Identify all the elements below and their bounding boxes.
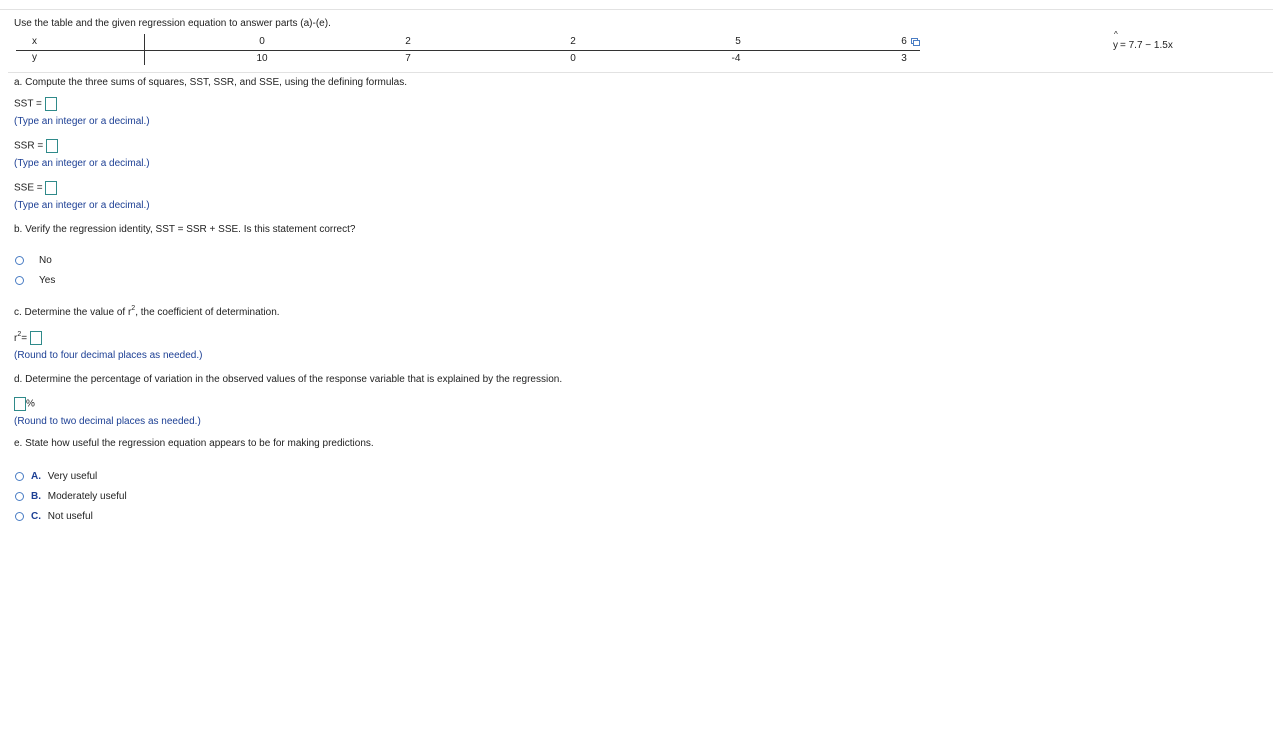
sse-hint: (Type an integer or a decimal.) bbox=[14, 200, 150, 211]
percent-row bbox=[14, 397, 35, 411]
option-yes-label[interactable]: Yes bbox=[39, 275, 56, 286]
sst-row bbox=[14, 97, 57, 111]
y-value: -4 bbox=[731, 53, 741, 64]
option-a[interactable] bbox=[31, 471, 97, 482]
part-c-superscript: 2 bbox=[131, 305, 136, 312]
r-squared-hint: (Round to four decimal places as needed.) bbox=[14, 350, 203, 361]
y-value: 10 bbox=[256, 53, 268, 64]
radio-no[interactable] bbox=[15, 256, 24, 265]
option-b[interactable] bbox=[31, 491, 127, 502]
equation-rhs: = 7.7 − 1.5x bbox=[1120, 40, 1173, 51]
x-value: 2 bbox=[405, 36, 411, 47]
part-c-question-suffix: , the coefficient of determination. bbox=[135, 307, 280, 318]
radio-yes[interactable] bbox=[15, 276, 24, 285]
sst-label: SST = bbox=[14, 98, 42, 110]
sse-input[interactable] bbox=[45, 181, 57, 195]
sse-label: SSE = bbox=[14, 182, 43, 194]
ssr-input[interactable] bbox=[46, 139, 58, 153]
ssr-label: SSR = bbox=[14, 140, 44, 152]
part-c-question bbox=[14, 305, 280, 318]
intro-text: Use the table and the given regression equation to answer parts (a)-(e). bbox=[14, 18, 331, 29]
radio-option-c[interactable] bbox=[15, 512, 24, 521]
x-value: 5 bbox=[735, 36, 741, 47]
sse-row bbox=[14, 181, 57, 195]
x-value: 0 bbox=[259, 36, 265, 47]
x-value: 2 bbox=[570, 36, 576, 47]
option-c-text: Not useful bbox=[47, 511, 93, 522]
sst-input[interactable] bbox=[45, 97, 57, 111]
copy-data-icon[interactable] bbox=[911, 38, 920, 46]
radio-option-a[interactable] bbox=[15, 472, 24, 481]
r-squared-row bbox=[14, 331, 42, 345]
table-horizontal-rule bbox=[16, 50, 920, 51]
part-b-question: b. Verify the regression identity, SST = SSR + SSE. Is this statement correct? bbox=[14, 224, 356, 235]
x-value: 6 bbox=[901, 36, 907, 47]
option-b-letter: B. bbox=[31, 491, 41, 502]
r-squared-label: $r^2=$ bbox=[14, 331, 28, 344]
part-d-question: d. Determine the percentage of variation in the observed values of the response variable that is explained by the regression. bbox=[14, 374, 563, 385]
part-e-question: e. State how useful the regression equation appears to be for making predictions. bbox=[14, 438, 374, 449]
y-value: 0 bbox=[570, 53, 576, 64]
radio-option-b[interactable] bbox=[15, 492, 24, 501]
part-c-question-text: c. Determine the value of r bbox=[14, 307, 132, 318]
y-value: 7 bbox=[405, 53, 411, 64]
section-divider bbox=[8, 72, 1273, 73]
option-b-text: Moderately useful bbox=[47, 491, 127, 502]
part-a-question: a. Compute the three sums of squares, SST, SSR, and SSE, using the defining formulas. bbox=[14, 77, 407, 88]
ssr-row bbox=[14, 139, 58, 153]
y-hat-mark: ^ bbox=[1114, 30, 1118, 39]
y-value: 3 bbox=[901, 53, 907, 64]
percent-hint: (Round to two decimal places as needed.) bbox=[14, 416, 201, 427]
option-a-letter: A. bbox=[31, 471, 41, 482]
option-c-letter: C. bbox=[31, 511, 41, 522]
option-no-label[interactable]: No bbox=[39, 255, 52, 266]
option-a-text: Very useful bbox=[47, 471, 98, 482]
sst-hint: (Type an integer or a decimal.) bbox=[14, 116, 150, 127]
top-divider bbox=[0, 9, 1273, 10]
ssr-hint: (Type an integer or a decimal.) bbox=[14, 158, 150, 169]
x-label: x bbox=[32, 36, 37, 47]
y-hat-symbol: y bbox=[1113, 40, 1118, 51]
y-label: y bbox=[32, 52, 37, 63]
percent-unit: % bbox=[26, 398, 35, 410]
option-c[interactable] bbox=[31, 511, 93, 522]
percent-input[interactable] bbox=[14, 397, 26, 411]
r-squared-input[interactable] bbox=[30, 331, 42, 345]
